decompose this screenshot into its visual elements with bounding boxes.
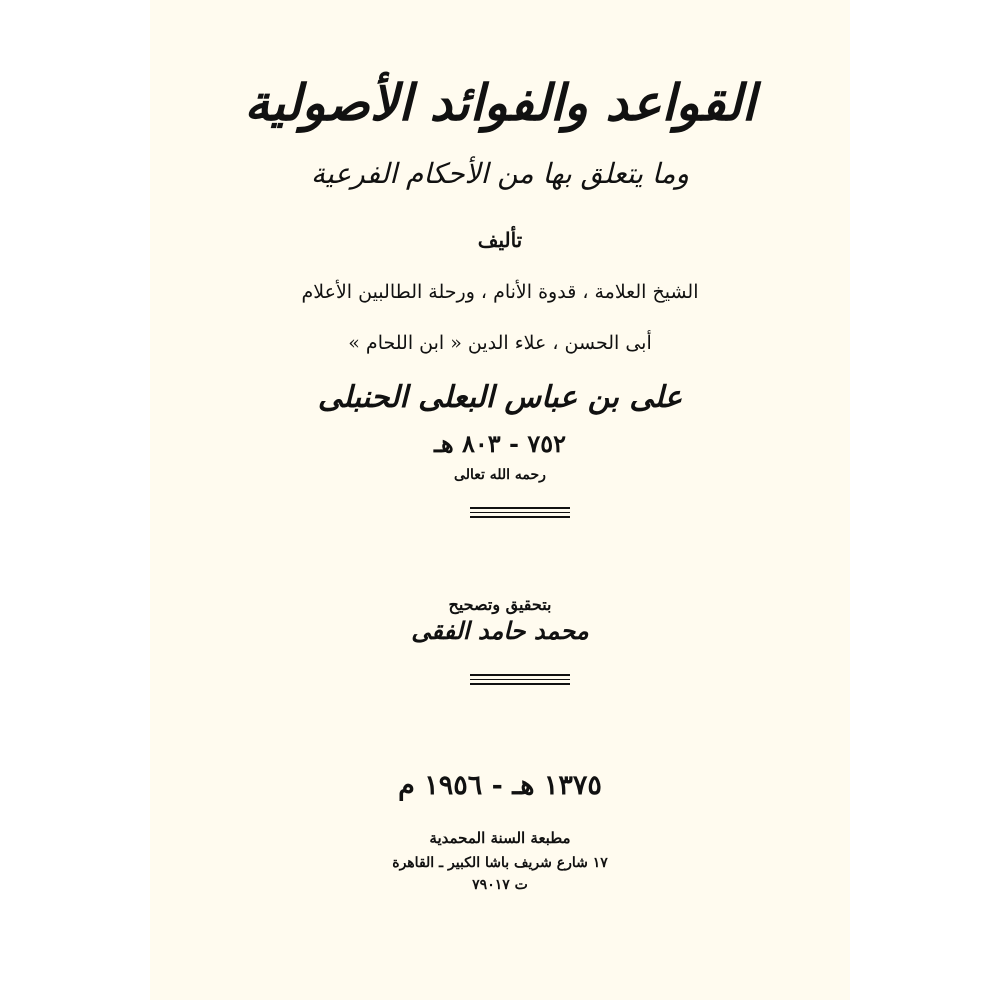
printer-name: مطبعة السنة المحمدية bbox=[429, 829, 571, 847]
authorship-label: تأليف bbox=[477, 228, 523, 252]
printer-address: ١٧ شارع شريف باشا الكبير ـ القاهرة bbox=[392, 855, 608, 871]
author-kunya: أبى الحسن ، علاء الدين « ابن اللحام » bbox=[348, 332, 652, 354]
printer-phone: ت ٧٩٠١٧ bbox=[472, 877, 528, 893]
publication-year: ١٣٧٥ هـ - ١٩٥٦ م bbox=[398, 770, 602, 801]
editor-name: محمد حامد الفقى bbox=[411, 616, 589, 645]
decorative-divider bbox=[470, 507, 570, 521]
author-name: على بن عباس البعلى الحنبلى bbox=[317, 380, 683, 415]
author-dates: ٧٥٢ - ٨٠٣ هـ bbox=[433, 429, 567, 458]
book-title: القواعد والفوائد الأصولية bbox=[244, 73, 756, 132]
decorative-divider bbox=[470, 674, 570, 688]
book-subtitle: وما يتعلق بها من الأحكام الفرعية bbox=[311, 157, 689, 190]
title-page bbox=[150, 0, 850, 1000]
blessing: رحمه الله تعالى bbox=[454, 467, 546, 483]
author-honorific: الشيخ العلامة ، قدوة الأنام ، ورحلة الطالبين الأعلام bbox=[301, 281, 699, 303]
editing-label: بتحقيق وتصحيح bbox=[448, 595, 552, 614]
